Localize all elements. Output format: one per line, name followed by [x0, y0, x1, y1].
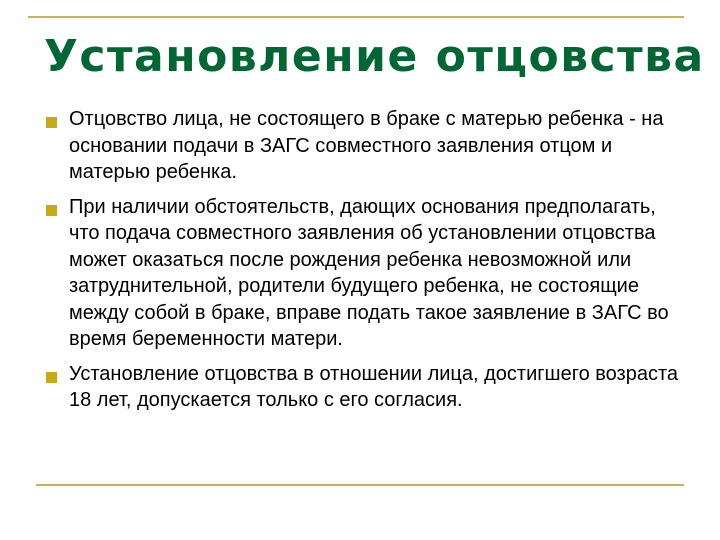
square-bullet-icon: [46, 372, 57, 383]
top-divider: [28, 16, 684, 18]
bullet-item: [44, 361, 684, 414]
bullet-text: Установление отцовства в отношении лица, достигшего возраста 18 лет, допускается только с его согласия.: [69, 362, 679, 411]
slide-title: Установление отцовства: [44, 31, 705, 82]
bullet-text: Отцовство лица, не состоящего в браке с матерью ребенка - на основании подачи в ЗАГС совместного заявления отцом и матерью ребенка.: [69, 108, 664, 183]
bullet-text: При наличии обстоятельств, дающих основания предполагать, что подача совместного заявления об установлении отцовства может оказаться после рождения ребенка невозможной или затруднительной, родители будущего ребенка, не состоящие между собой в браке, вправе подать такое заявление в ЗАГС во время беременности матери.: [69, 195, 669, 350]
bullet-item: [44, 106, 684, 186]
square-bullet-icon: [46, 117, 57, 128]
square-bullet-icon: [46, 205, 57, 216]
bullet-list: [44, 106, 684, 422]
bottom-divider: [36, 484, 684, 486]
bullet-item: [44, 194, 684, 353]
